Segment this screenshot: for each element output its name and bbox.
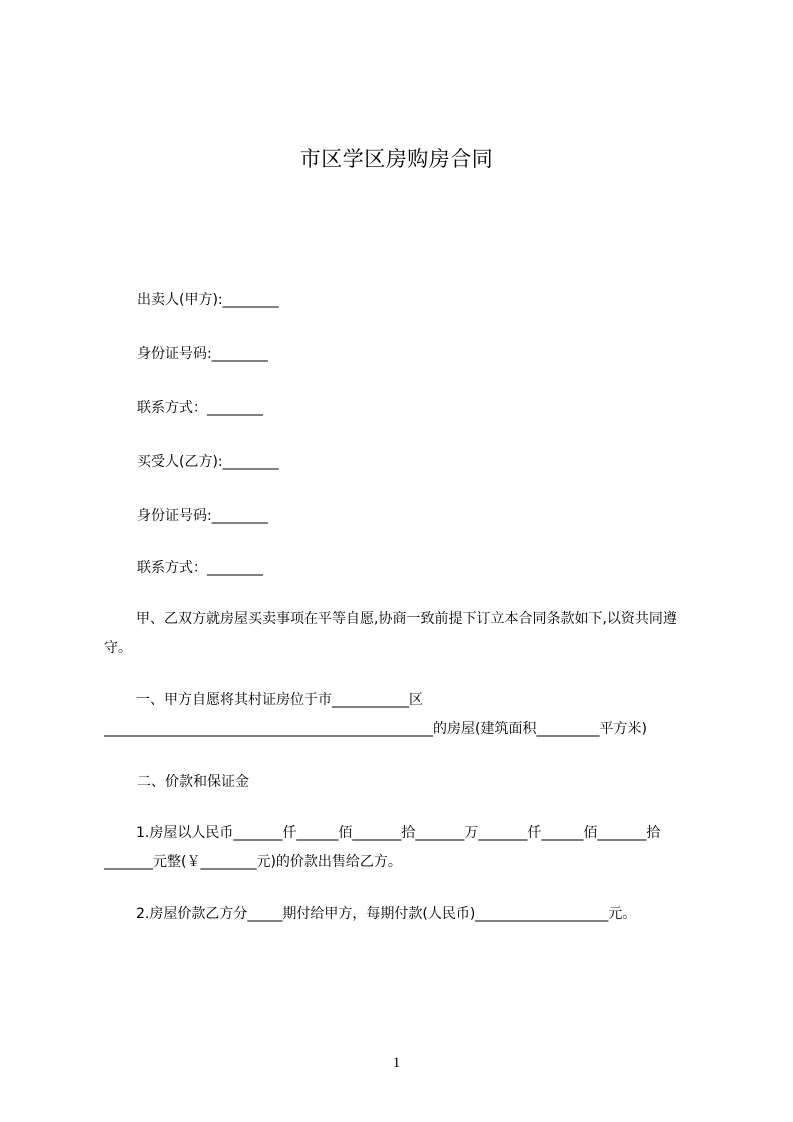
document-title: 市区学区房购房合同 <box>299 147 494 171</box>
clause-1-paragraph: 一、甲方自愿将其村证房位于市___________区_______________________________________________的房屋(建筑面积_________平方米) <box>104 692 647 737</box>
intro-paragraph: 甲、乙双方就房屋买卖事项在平等自愿,协商一致前提下订立本合同条款如下,以资共同遵守。 <box>104 611 677 656</box>
seller-contact-line: 联系方式：________ <box>137 400 263 416</box>
clause-2-heading: 二、价款和保证金 <box>137 774 249 790</box>
buyer-contact-line: 联系方式：________ <box>137 560 263 576</box>
clause-2-item-2: 2.房屋价款乙方分_____期付给甲方，每期付款(人民币)___________________元。 <box>136 906 637 922</box>
seller-name-line: 出卖人(甲方):________ <box>137 292 279 308</box>
page-number: 1 <box>392 1055 401 1071</box>
seller-id-line: 身份证号码:________ <box>137 346 268 362</box>
clause-2-item-1: 1.房屋以人民币_______仟______佰_______拾_______万_______仟______佰_______拾_______元整(￥________元)的价款出售给乙方。 <box>104 825 661 870</box>
buyer-id-line: 身份证号码:________ <box>137 508 268 524</box>
buyer-name-line: 买受人(乙方):________ <box>137 454 279 470</box>
